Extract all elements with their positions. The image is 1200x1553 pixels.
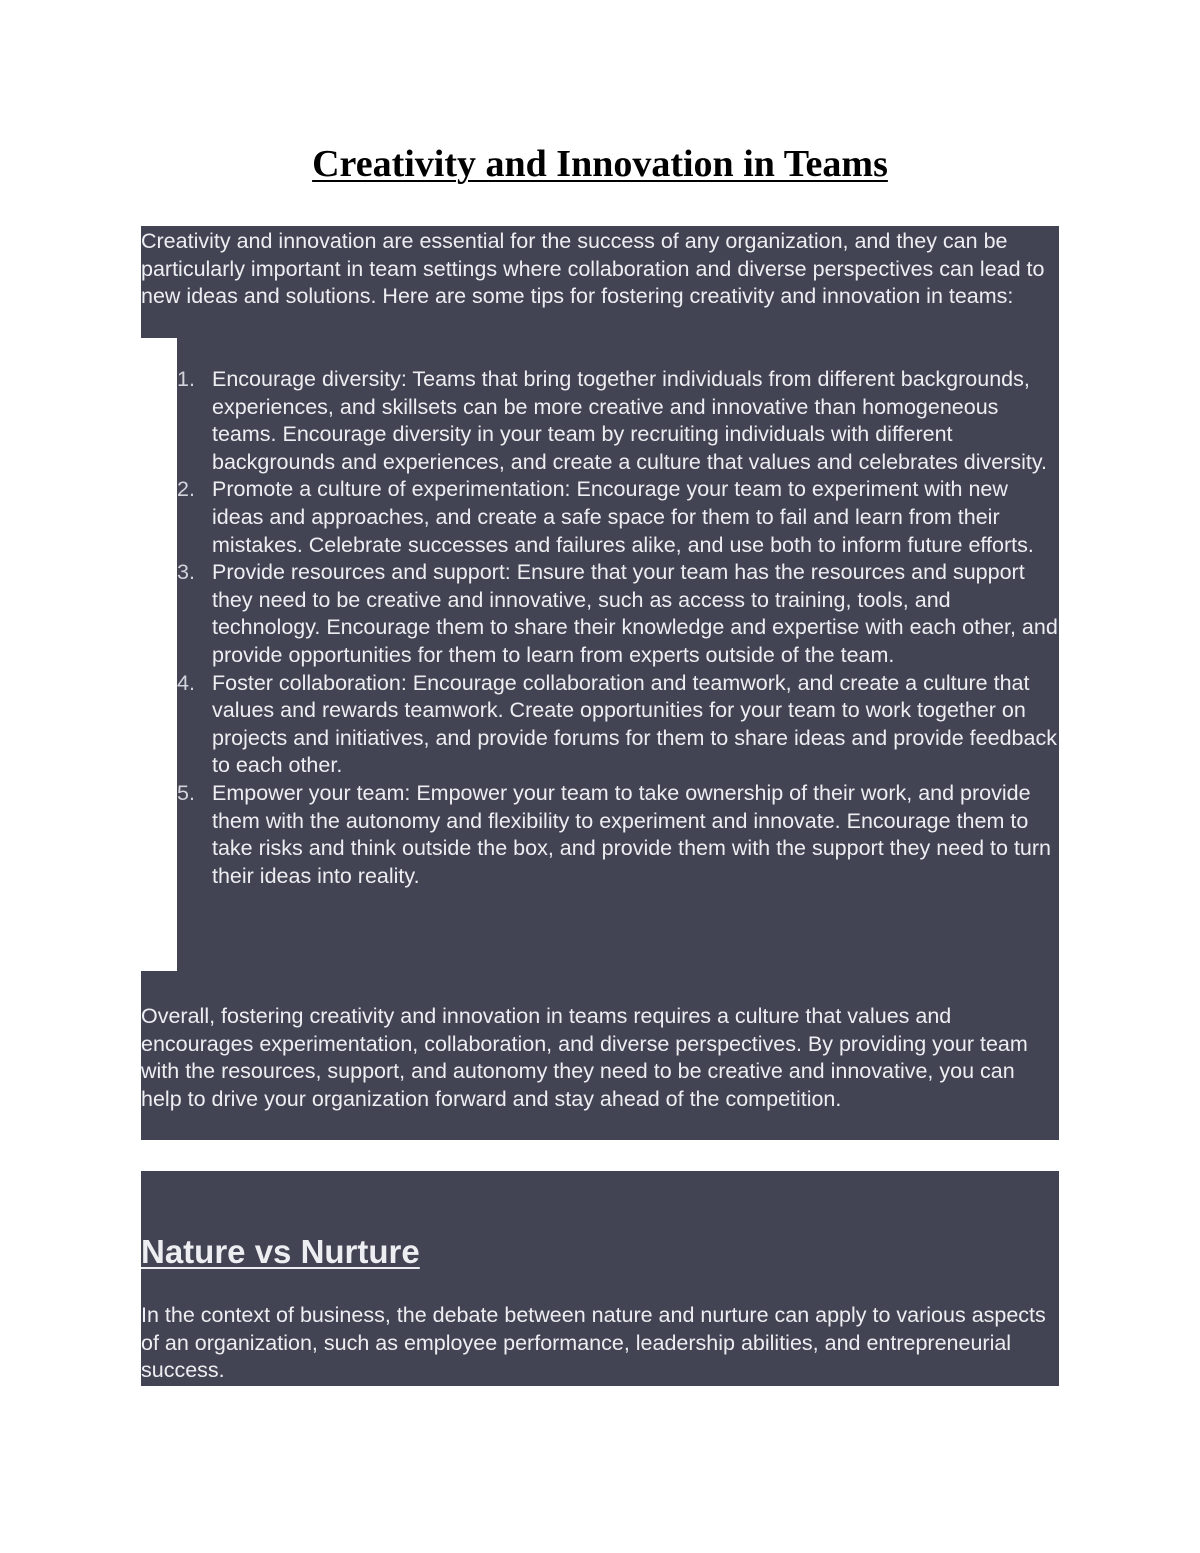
tip-text: Provide resources and support: Ensure that your team has the resources and support they need to be creative and innovative, such as access to training, tools, and technology. Encourage them to share their knowledge and expertise with each other, and provide opportunities for them to learn from experts outside of the team. [212,560,1058,667]
intro-block [141,226,1059,338]
tip-number: 3. [177,560,195,585]
tip-text: Empower your team: Empower your team to take ownership of their work, and provide them with the autonomy and flexibility to experiment and innovate. Encourage them to take risks and think outside the box, and provide them with the support they need to turn their ideas into reality. [212,780,1052,888]
tip-number: 2. [177,477,195,502]
tip-number: 1. [177,367,195,391]
tip-item [177,476,1059,559]
tip-text: Encourage diversity: Teams that bring together individuals from different backgrounds, experiences, and skillsets can be more creative and innovative than homogeneous teams. Encourage diversity in your team by recruiting individuals with different backgrounds and experiences, and create a culture that values and celebrates diversity. [212,367,1048,474]
conclusion-paragraph: Overall, fostering creativity and innovation in teams requires a culture that values and encourages experimentation, collaboration, and diverse perspectives. By providing your team with the resources, support, and autonomy they need to be creative and innovative, you can help to drive your organization forward and stay ahead of the competition. [141,1004,1028,1111]
intro-paragraph: Creativity and innovation are essential for the success of any organization, and they can be particularly important in team settings where collaboration and diverse perspectives can lead to new ideas and solutions. Here are some tips for fostering creativity and innovation in teams: [141,229,1045,309]
nature-nurture-section [141,1171,1059,1386]
tips-list [177,338,1059,890]
tip-item [177,670,1059,780]
section-paragraph: In the context of business, the debate between nature and nurture can apply to various aspects of an organization, such as employee performance, leadership abilities, and entrepreneurial success. [141,1303,1046,1383]
tip-text: Promote a culture of experimentation: Encourage your team to experiment with new ideas and approaches, and create a safe space for them to fail and learn from their mistakes. Celebrate successes and failures alike, and use both to inform future efforts. [212,477,1034,557]
tip-item [177,780,1059,890]
tip-item [177,559,1059,669]
document-title: Creativity and Innovation in Teams [312,143,888,185]
tip-number: 5. [177,780,195,805]
spacer-block [141,971,1059,1001]
tip-number: 4. [177,670,195,695]
section-heading: Nature vs Nurture [141,1233,420,1270]
tip-text: Foster collaboration: Encourage collaboration and teamwork, and create a culture that values and rewards teamwork. Create opportunities for your team to work together on projects and initiatives, and provide forums for them to share ideas and provide feedback to each other. [212,670,1057,778]
conclusion-block [141,1001,1059,1140]
tip-item [177,366,1059,476]
tips-block [177,338,1059,971]
